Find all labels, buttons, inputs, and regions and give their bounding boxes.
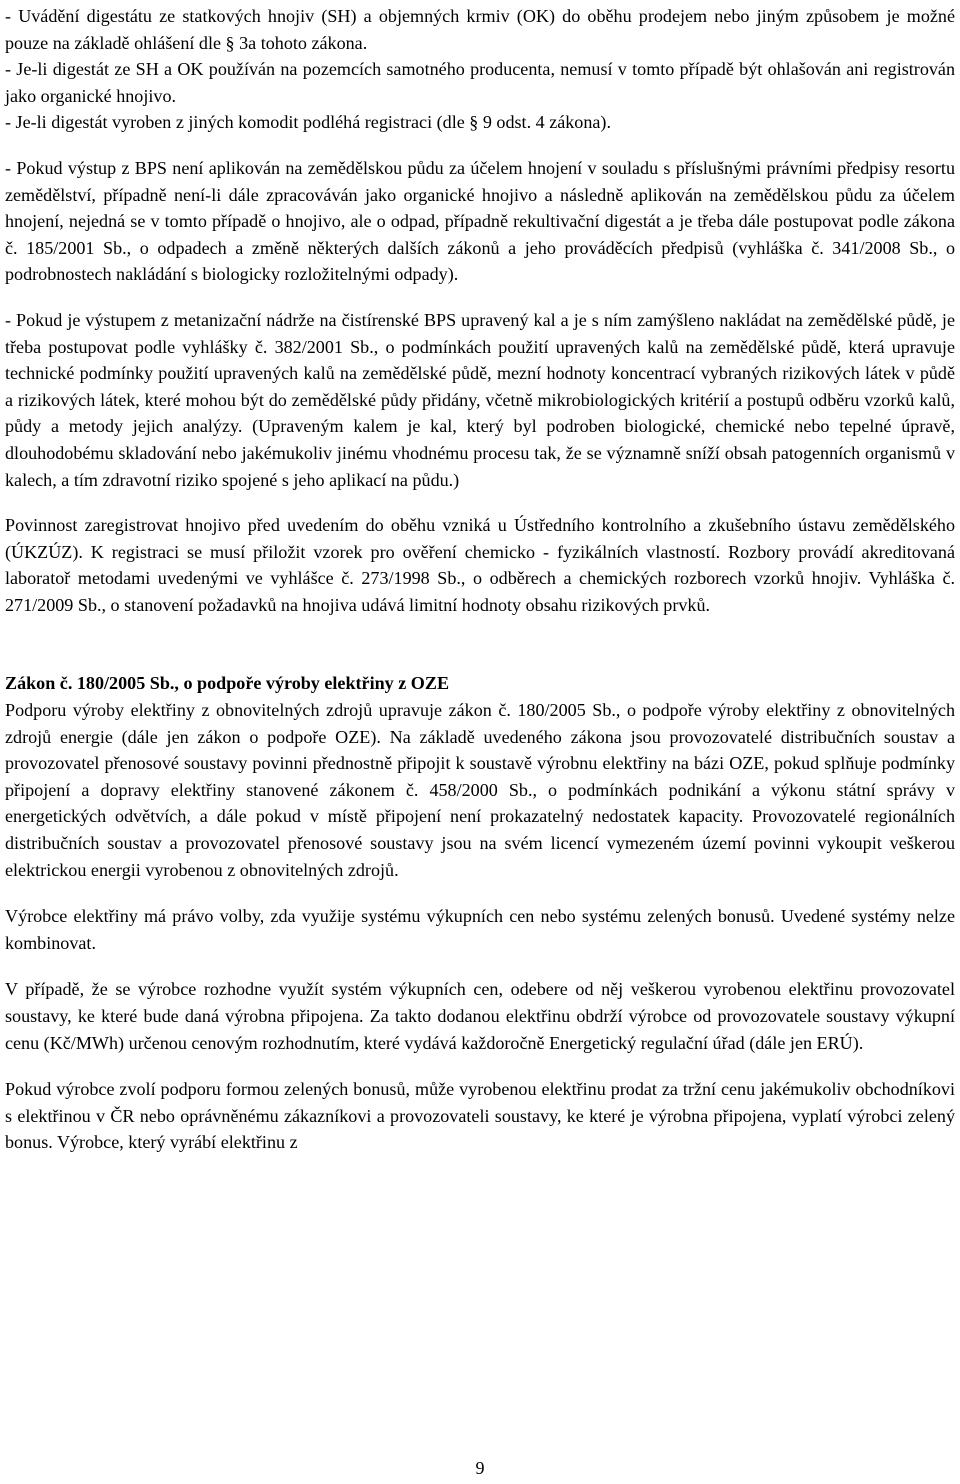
paragraph-feed-in-prices: V případě, že se výrobce rozhodne využít systém výkupních cen, odebere od něj veškerou vyrobenou elektřinu provozovatel soustavy, ke které bude daná výrobna připojena. Za takto dodanou elektřinu obdrží výrobce od provozovatele soustavy výkupní cenu (Kč/MWh) určenou cenovým rozhodnutím, které vydává každoročně Energetický regulační úřad (dále jen ERÚ). (5, 979, 955, 1053)
section-heading: Zákon č. 180/2005 Sb., o podpoře výroby elektřiny z OZE (5, 673, 450, 694)
paragraph-bps-output-waste: - Pokud výstup z BPS není aplikován na zemědělskou půdu za účelem hnojení v souladu s příslušnými právními předpisy resortu zemědělství, případně není-li dále zpracováván jako organické hnojivo a následně aplikován na zemědělskou půdu za účelem hnojení, nejedná se v tomto případě o hnojivo, ale o odpad, případně rekultivační digestát a je třeba dále postupovat podle zákona č. 185/2001 Sb., o odpadech a změně některých dalších zákonů a jeho prováděcích předpisů (vyhláška č. 341/2008 Sb., o podrobnostech nakládání s biologicky rozložitelnými odpady). (5, 157, 955, 285)
spacer (5, 493, 955, 512)
page-number: 9 (475, 1458, 485, 1478)
paragraph-oze-support: Podporu výroby elektřiny z obnovitelných zdrojů upravuje zákon č. 180/2005 Sb., o podpoře výroby elektřiny z obnovitelných zdrojů energie (dále jen zákon o podpoře OZE). Na základě uvedeného zákona jsou provozovatelé distribučních soustav a provozovatel přenosové soustavy povinni přednostně připojit k soustavě výrobnu elektřiny na bázi OZE, pokud splňuje podmínky připojení a dopravy elektřiny stanovené zákonem č. 458/2000 Sb., o podmínkách podnikání a výkonu státní správy v energetických odvětvích, a dále pokud v místě připojení není prokazatelný nedostatek kapacity. Provozovatelé regionálních distribučních soustav a provozovatel přenosové soustavy jsou na svém licencí vymezeném území povinni vykoupit veškerou elektrickou energii vyrobenou z obnovitelných zdrojů. (5, 700, 955, 880)
document-page (5, 3, 955, 1156)
spacer (5, 288, 955, 307)
spacer (5, 618, 955, 670)
paragraph-green-bonus: Pokud výrobce zvolí podporu formou zelených bonusů, může vyrobenou elektřinu prodat za tržní cenu jakémukoliv obchodníkovi s elektřinou v ČR nebo oprávněnému zákazníkovi a provozovateli soustavy, ke které je výrobna připojena, vyplatí výrobci zelený bonus. Výrobce, který vyrábí elektřinu z (5, 1079, 955, 1153)
paragraph-digestate-notification: - Uvádění digestátu ze statkových hnojiv (SH) a objemných krmiv (OK) do oběhu prodejem nebo jiným způsobem je možné pouze na základě ohlášení dle § 3a tohoto zákona. (5, 6, 955, 53)
paragraph-digestate-own-use: - Je-li digestát ze SH a OK používán na pozemcích samotného producenta, nemusí v tomto případě být ohlašován ani registrován jako organické hnojivo. (5, 59, 955, 106)
spacer (5, 1056, 955, 1076)
paragraph-producer-choice: Výrobce elektřiny má právo volby, zda využije systému výkupních cen nebo systému zelených bonusů. Uvedené systémy nelze kombinovat. (5, 906, 955, 953)
paragraph-digestate-registration: - Je-li digestát vyroben z jiných komodit podléhá registraci (dle § 9 odst. 4 zákona). (5, 112, 611, 133)
spacer (5, 956, 955, 976)
spacer (5, 136, 955, 155)
spacer (5, 883, 955, 903)
paragraph-fertilizer-registration: Povinnost zaregistrovat hnojivo před uvedením do oběhu vzniká u Ústředního kontrolního a zkušebního ústavu zemědělského (ÚKZÚZ). K registraci se musí přiložit vzorek pro ověření chemicko - fyzikálních vlastností. Rozbory provádí akreditovaná laboratoř metodami uvedenými ve vyhlášce č. 273/1998 Sb., o odběrech a chemických rozborech vzorků hnojiv. Vyhláška č. 271/2009 Sb., o stanovení požadavků na hnojiva udává limitní hodnoty obsahu rizikových prvků. (5, 515, 955, 615)
paragraph-sludge: - Pokud je výstupem z metanizační nádrže na čistírenské BPS upravený kal a je s ním zamýšleno nakládat na zemědělské půdě, je třeba postupovat podle vyhlášky č. 382/2001 Sb., o podmínkách použití upravených kalů na zemědělské půdě, která upravuje technické podmínky použití upravených kalů na zemědělské půdě, mezní hodnoty koncentrací vybraných rizikových látek v půdě a rizikových látek, které mohou být do zemědělské půdy přidány, včetně mikrobiologických kritérií a postupů odběru vzorků kalů, půdy a metody jejich analýzy. (Upraveným kalem je kal, který byl podroben biologické, chemické nebo tepelné úpravě, dlouhodobému skladování nebo jakémukoliv jinému vhodnému procesu tak, že se významně sníží obsah patogenních organismů v kalech, a tím zdravotní riziko spojené s jeho aplikací na půdu.) (5, 309, 955, 490)
